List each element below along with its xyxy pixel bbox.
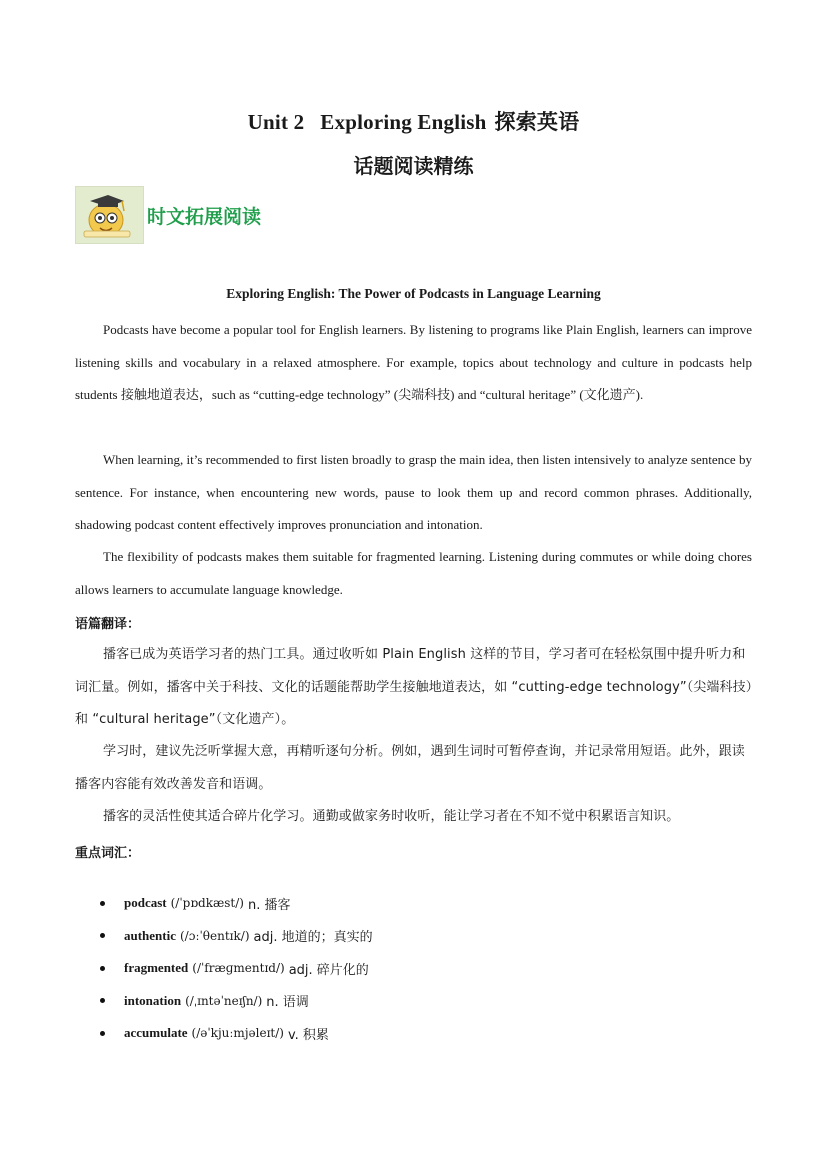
vocabulary-item xyxy=(100,985,373,1018)
bullet-icon xyxy=(100,1031,105,1036)
translation-paragraph: 学习时，建议先泛听掌握大意，再精听逐句分析。例如，遇到生词时可暂停查询，并记录常用短语。此外，跟读播客内容能有效改善发音和语调。 xyxy=(75,744,745,792)
vocabulary-meaning: n. 播客 xyxy=(247,897,291,913)
article-paragraph: The flexibility of podcasts makes them suitable for fragmented learning. Listening during commutes or while doing chores allows learners to accumulate language knowledge. xyxy=(75,549,752,597)
graduate-mascot-icon xyxy=(75,186,144,244)
vocabulary-meaning: n. 语调 xyxy=(266,995,309,1011)
vocabulary-pronunciation: (/ɔːˈθentɪk/) xyxy=(180,928,250,943)
bullet-icon xyxy=(100,998,105,1003)
vocabulary-item xyxy=(100,887,373,920)
vocabulary-pronunciation: (/əˈkjuːmjəleɪt/) xyxy=(191,1026,284,1041)
bullet-icon xyxy=(100,901,105,906)
vocabulary-item xyxy=(100,952,373,985)
article-title: Exploring English: The Power of Podcasts in Language Learning xyxy=(226,286,601,301)
vocabulary-word: accumulate xyxy=(124,1025,188,1041)
vocabulary-pronunciation: (/ˈpɒdkæst/) xyxy=(170,896,244,911)
section-banner-label: 时文拓展阅读 xyxy=(147,205,262,228)
vocabulary-label: 重点词汇： xyxy=(75,846,141,861)
translation-paragraph: 播客的灵活性使其适合碎片化学习。通勤或做家务时收听，能让学习者在不知不觉中积累语言知识。 xyxy=(103,809,680,824)
bullet-icon xyxy=(100,966,105,971)
vocabulary-word: intonation xyxy=(124,992,182,1008)
translation-label: 语篇翻译： xyxy=(75,617,141,632)
page-subtitle: 话题阅读精练 xyxy=(353,154,474,178)
vocabulary-word: authentic xyxy=(124,927,176,943)
unit-title-en: Exploring English xyxy=(320,110,487,134)
vocabulary-list xyxy=(100,887,373,1050)
bullet-icon xyxy=(100,933,105,938)
unit-number: Unit 2 xyxy=(247,110,305,134)
article-paragraph: When learning, it’s recommended to first listen broadly to grasp the main idea, then listen intensively to analyze sentence by sentence. For instance, when encountering new words, pause to look them up and record common phrases. Additionally, shadowing podcast content effectively improves pronunciation and intonation. xyxy=(75,452,752,532)
vocabulary-item xyxy=(100,920,373,953)
unit-title-cn: 探索英语 xyxy=(494,110,580,134)
vocabulary-item xyxy=(100,1017,373,1050)
vocabulary-meaning: v. 积累 xyxy=(287,1027,329,1043)
article-paragraph: Podcasts have become a popular tool for English learners. By listening to programs like Plain English, learners can improve listening skills and vocabulary in a relaxed atmosphere. For example, topics about technology and culture in podcasts help students 接触地道表达，such as “cutting-edge technology” (尖端科技) and “cultural heritage” (文化遗产). xyxy=(75,322,752,402)
unit-title xyxy=(0,106,827,136)
vocabulary-word: podcast xyxy=(124,895,167,911)
vocabulary-meaning: adj. 地道的；真实的 xyxy=(253,930,373,946)
vocabulary-pronunciation: (/ˈfræɡmentɪd/) xyxy=(192,961,285,976)
vocabulary-word: fragmented xyxy=(124,960,189,976)
translation-paragraph: 播客已成为英语学习者的热门工具。通过收听如 Plain English 这样的节目，学习者可在轻松氛围中提升听力和词汇量。例如，播客中关于科技、文化的话题能帮助学生接触地道表达，如 “cutting-edge technology”（尖端科技）和 “cultural heritage”（文化遗产）。 xyxy=(75,647,753,727)
section-banner xyxy=(75,186,261,244)
vocabulary-pronunciation: (/ˌɪntəˈneɪʃn/) xyxy=(185,993,263,1008)
vocabulary-meaning: adj. 碎片化的 xyxy=(288,962,369,978)
